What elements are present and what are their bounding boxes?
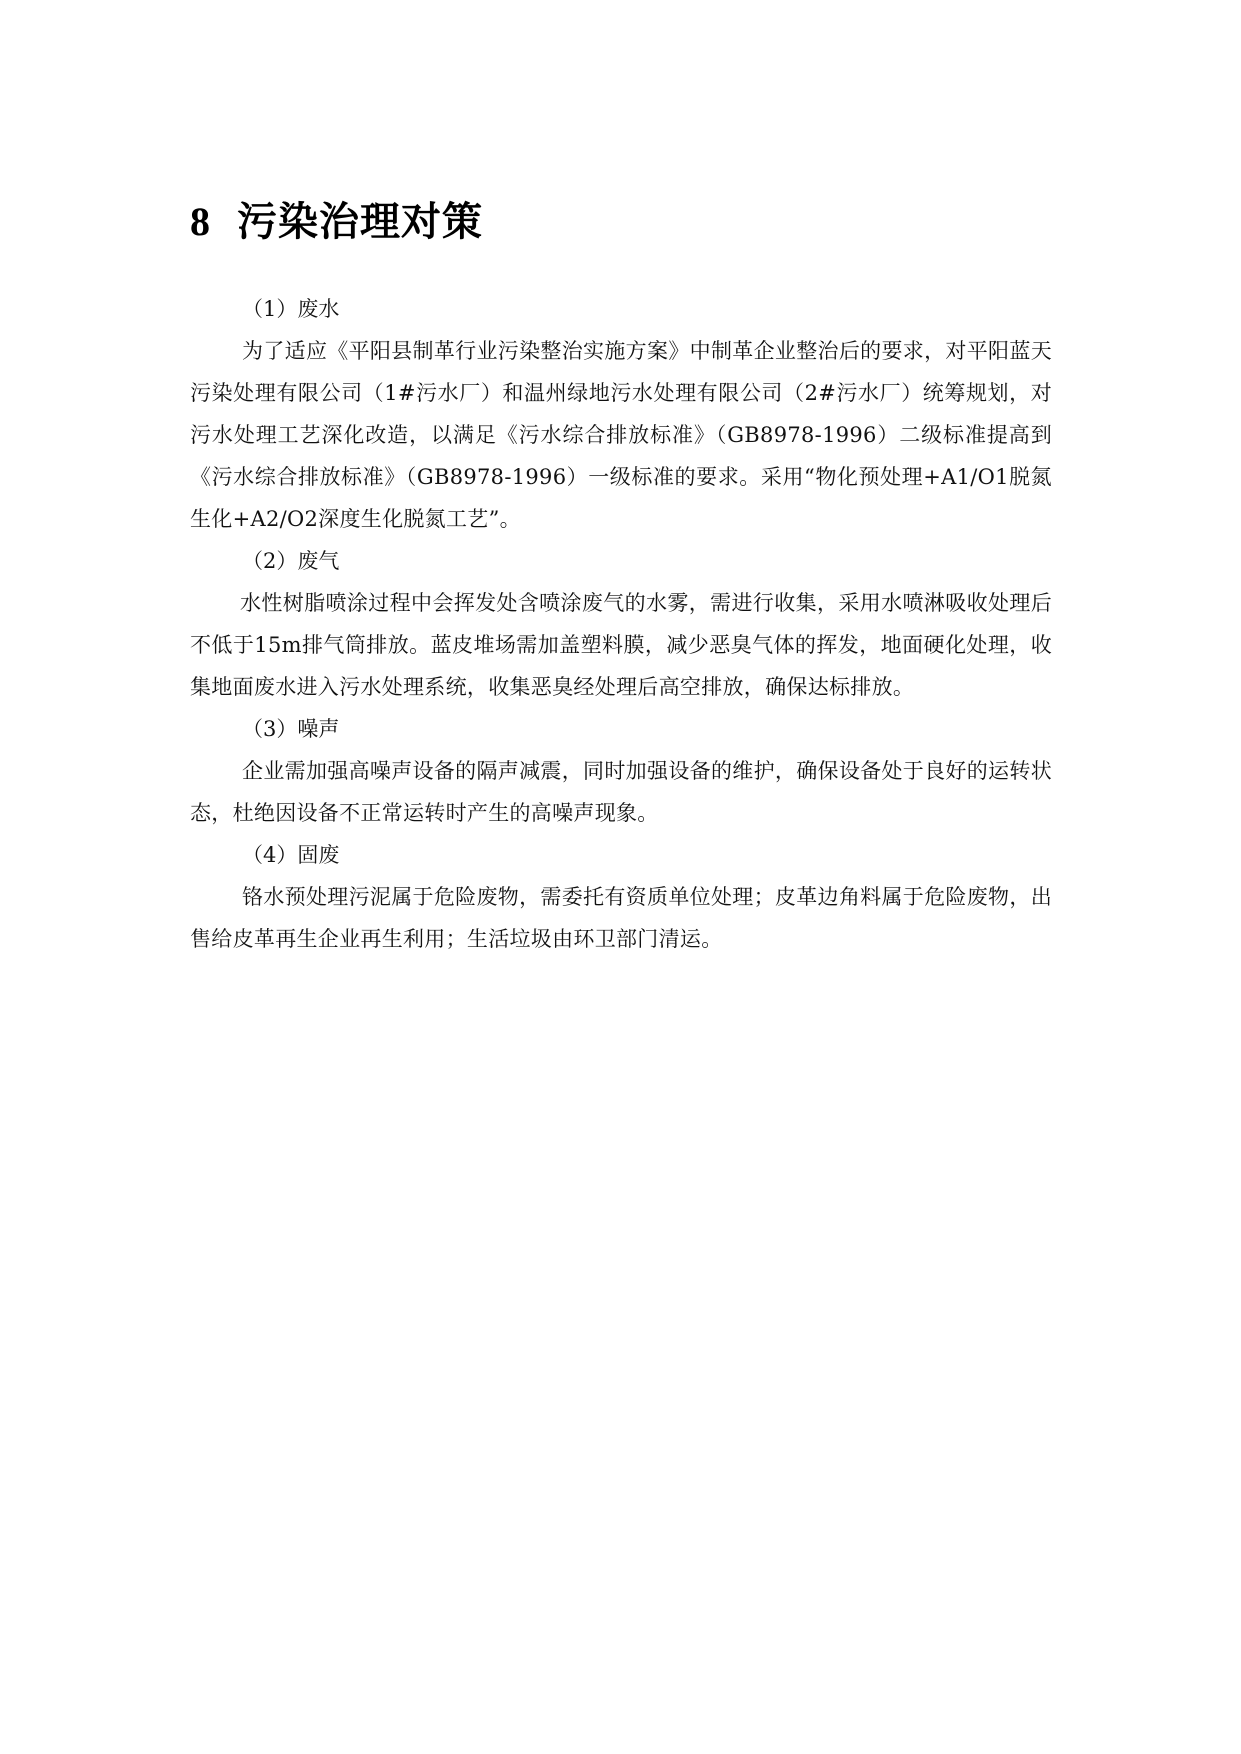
- section-heading-wastewater: （1）废水: [242, 297, 340, 321]
- section-waste-gas: [190, 540, 1052, 708]
- section-heading-waste-gas: （2）废气: [242, 549, 340, 573]
- section-body-wastewater: 为了适应《平阳县制革行业污染整治实施方案》中制革企业整治后的要求，对平阳蓝天污染处理有限公司（1#污水厂）和温州绿地污水处理有限公司（2#污水厂）统筹规划，对污水处理工艺深化改造，以满足《污水综合排放标准》（GB8978-1996）二级标准提高到《污水综合排放标准》（GB8978-1996）一级标准的要求。采用“物化预处理+A1/O1脱氮生化+A2/O2深度生化脱氮工艺”。: [190, 339, 1052, 531]
- section-body-noise: 企业需加强高噪声设备的隔声减震，同时加强设备的维护，确保设备处于良好的运转状态，杜绝因设备不正常运转时产生的高噪声现象。: [190, 759, 1052, 825]
- chapter-title-text: 污染治理对策: [237, 199, 483, 245]
- section-noise: [190, 708, 1052, 834]
- chapter-title: [190, 192, 1052, 252]
- section-body-solid-waste: 铬水预处理污泥属于危险废物，需委托有资质单位处理；皮革边角料属于危险废物，出售给皮革再生企业再生利用；生活垃圾由环卫部门清运。: [190, 885, 1052, 951]
- section-solid-waste: [190, 834, 1052, 960]
- chapter-number: 8: [190, 199, 211, 244]
- section-heading-solid-waste: （4）固废: [242, 843, 340, 867]
- page-content: [190, 192, 1052, 960]
- section-body-waste-gas: 水性树脂喷涂过程中会挥发处含喷涂废气的水雾，需进行收集，采用水喷淋吸收处理后不低于15m排气筒排放。蓝皮堆场需加盖塑料膜，减少恶臭气体的挥发，地面硬化处理，收集地面废水进入污水处理系统，收集恶臭经处理后高空排放，确保达标排放。: [190, 591, 1052, 699]
- section-wastewater: [190, 288, 1052, 540]
- section-heading-noise: （3）噪声: [242, 717, 340, 741]
